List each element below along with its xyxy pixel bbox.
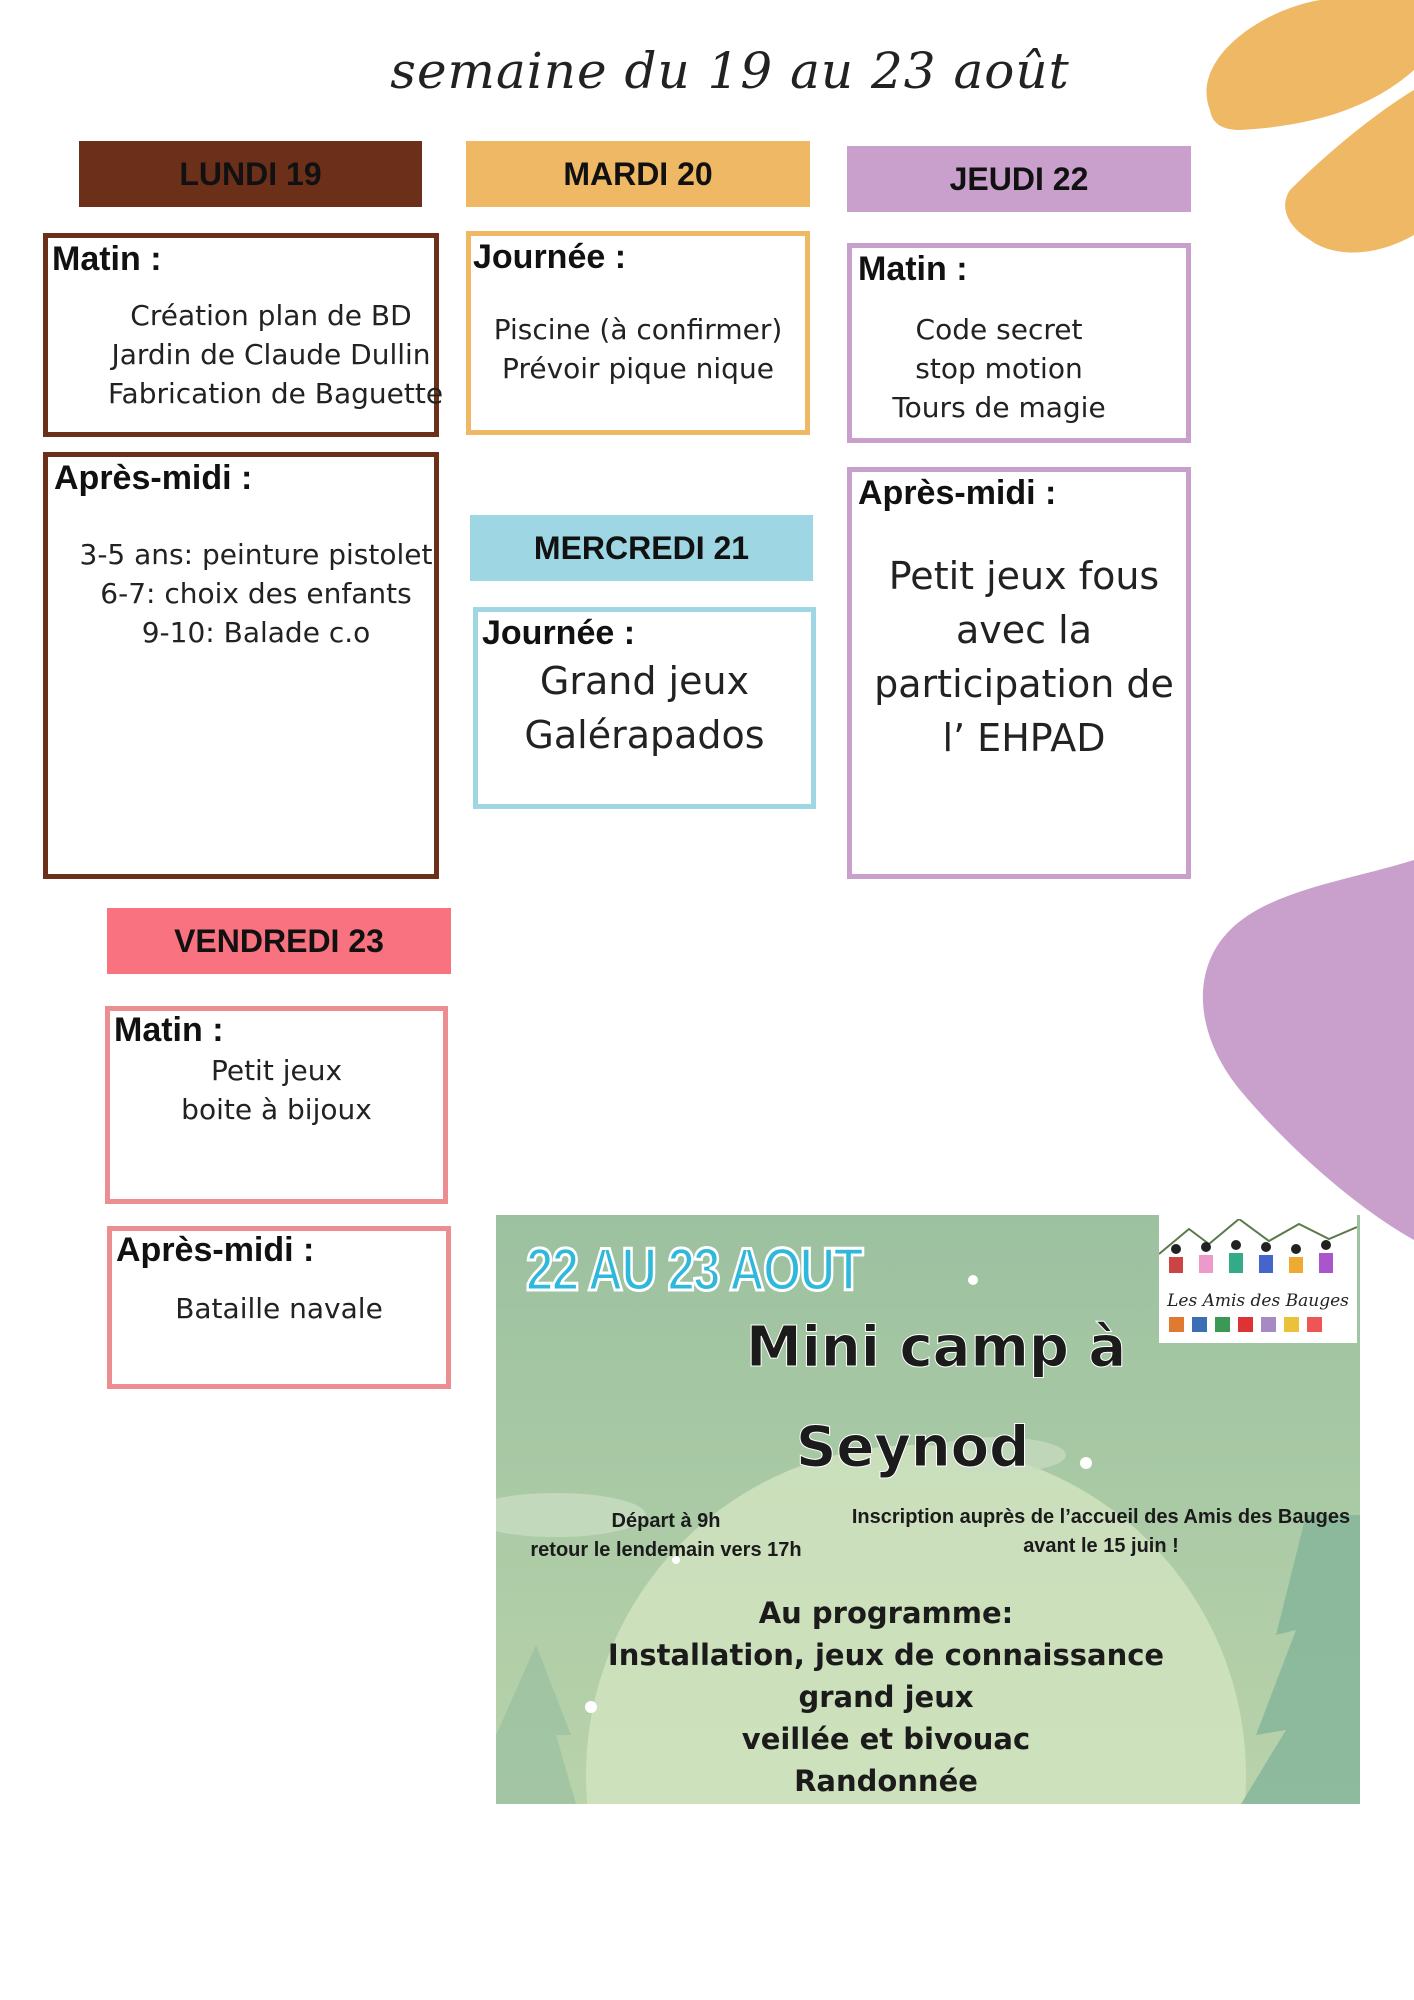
header-jeudi-label: JEUDI 22 bbox=[949, 160, 1089, 197]
header-mercredi bbox=[470, 515, 813, 581]
header-lundi bbox=[79, 141, 422, 207]
poster-title-line2: Seynod bbox=[796, 1415, 1030, 1480]
jeudi-matin-label: Matin : bbox=[858, 250, 968, 288]
activity-line: 6-7: choix des enfants bbox=[100, 577, 412, 610]
programme-line: grand jeux bbox=[798, 1680, 974, 1714]
lundi-matin-box bbox=[43, 233, 444, 437]
activity-line: 9-10: Balade c.o bbox=[141, 616, 371, 649]
mardi-journee-box bbox=[466, 231, 810, 435]
vendredi-matin-label: Matin : bbox=[114, 1011, 224, 1049]
header-vendredi bbox=[107, 908, 451, 974]
lundi-apres-midi-box bbox=[43, 452, 439, 879]
logo-silhouettes bbox=[1159, 1219, 1357, 1279]
header-vendredi-label: VENDREDI 23 bbox=[174, 922, 384, 959]
vendredi-apres-midi-box bbox=[107, 1226, 451, 1389]
mercredi-journee-activities bbox=[478, 654, 811, 762]
programme-title: Au programme: bbox=[758, 1596, 1014, 1630]
logo-color-squares bbox=[1169, 1317, 1322, 1332]
mercredi-journee-label: Journée : bbox=[482, 614, 636, 652]
header-lundi-label: LUNDI 19 bbox=[179, 155, 322, 192]
activity-line: stop motion bbox=[915, 352, 1083, 385]
header-jeudi bbox=[847, 146, 1191, 212]
header-mardi bbox=[466, 141, 810, 207]
activity-line: 3-5 ans: peinture pistolet bbox=[79, 538, 433, 571]
header-mercredi-label: MERCREDI 21 bbox=[533, 529, 750, 566]
programme-line: Installation, jeux de connaissance bbox=[607, 1638, 1165, 1672]
activity-line: participation de bbox=[874, 662, 1174, 706]
activity-line: Piscine (à confirmer) bbox=[493, 313, 783, 346]
mini-camp-poster bbox=[496, 1215, 1360, 1804]
jeudi-matin-activities bbox=[812, 310, 1186, 427]
activity-line: boite à bijoux bbox=[181, 1093, 372, 1126]
poster-inscription bbox=[836, 1503, 1360, 1561]
depart-line: retour le lendemain vers 17h bbox=[530, 1539, 802, 1561]
jeudi-apres-midi-label: Après-midi : bbox=[858, 474, 1057, 512]
vendredi-apres-midi-label: Après-midi : bbox=[116, 1231, 315, 1269]
poster-title-line1: Mini camp à bbox=[746, 1315, 1127, 1380]
activity-line: Jardin de Claude Dullin bbox=[111, 338, 431, 371]
programme-line: veillée et bivouac bbox=[741, 1722, 1031, 1756]
purple-blob-decoration bbox=[1200, 860, 1414, 1240]
activity-line: Galérapados bbox=[524, 713, 765, 757]
lundi-matin-activities bbox=[108, 296, 444, 413]
depart-line: Départ à 9h bbox=[611, 1510, 721, 1532]
activity-line: avec la bbox=[956, 608, 1092, 652]
poster-depart bbox=[506, 1507, 826, 1565]
orange-flower-decoration bbox=[1180, 0, 1414, 260]
mardi-journee-label: Journée : bbox=[473, 238, 627, 276]
logo-text: Les Amis des Bauges bbox=[1167, 1291, 1349, 1311]
programme-line: Randonnée bbox=[794, 1764, 978, 1798]
jeudi-matin-box bbox=[847, 243, 1191, 443]
jeudi-apres-midi-box bbox=[847, 467, 1191, 879]
vendredi-matin-activities bbox=[110, 1051, 443, 1129]
amis-des-bauges-logo bbox=[1159, 1215, 1357, 1343]
mercredi-journee-box bbox=[473, 607, 816, 809]
activity-line: Fabrication de Baguette bbox=[108, 377, 444, 410]
activity-line: Création plan de BD bbox=[130, 299, 412, 332]
poster-dates: 22 AU 23 AOUT bbox=[526, 1236, 862, 1303]
inscription-line: avant le 15 juin ! bbox=[1023, 1535, 1179, 1557]
activity-line: Petit jeux bbox=[210, 1054, 343, 1087]
activity-line: Tours de magie bbox=[892, 391, 1106, 424]
jeudi-apres-midi-activities bbox=[862, 549, 1186, 765]
activity-line: Petit jeux fous bbox=[888, 554, 1160, 598]
lundi-matin-label: Matin : bbox=[52, 240, 162, 278]
activity-line: Grand jeux bbox=[539, 659, 750, 703]
poster-programme bbox=[586, 1592, 1186, 1802]
vendredi-apres-midi-activities bbox=[112, 1289, 446, 1328]
activity-line: Bataille navale bbox=[175, 1292, 383, 1325]
inscription-line: Inscription auprès de l’accueil des Amis des Bauges bbox=[851, 1506, 1351, 1528]
page-title: semaine du 19 au 23 août bbox=[390, 42, 1070, 100]
activity-line: Prévoir pique nique bbox=[502, 352, 774, 385]
activity-line: Code secret bbox=[915, 313, 1083, 346]
mardi-journee-activities bbox=[471, 310, 805, 388]
header-mardi-label: MARDI 20 bbox=[563, 155, 713, 192]
lundi-apres-midi-activities bbox=[78, 535, 434, 652]
lundi-apres-midi-label: Après-midi : bbox=[54, 459, 253, 497]
activity-line: l’ EHPAD bbox=[942, 716, 1106, 760]
vendredi-matin-box bbox=[105, 1006, 448, 1204]
